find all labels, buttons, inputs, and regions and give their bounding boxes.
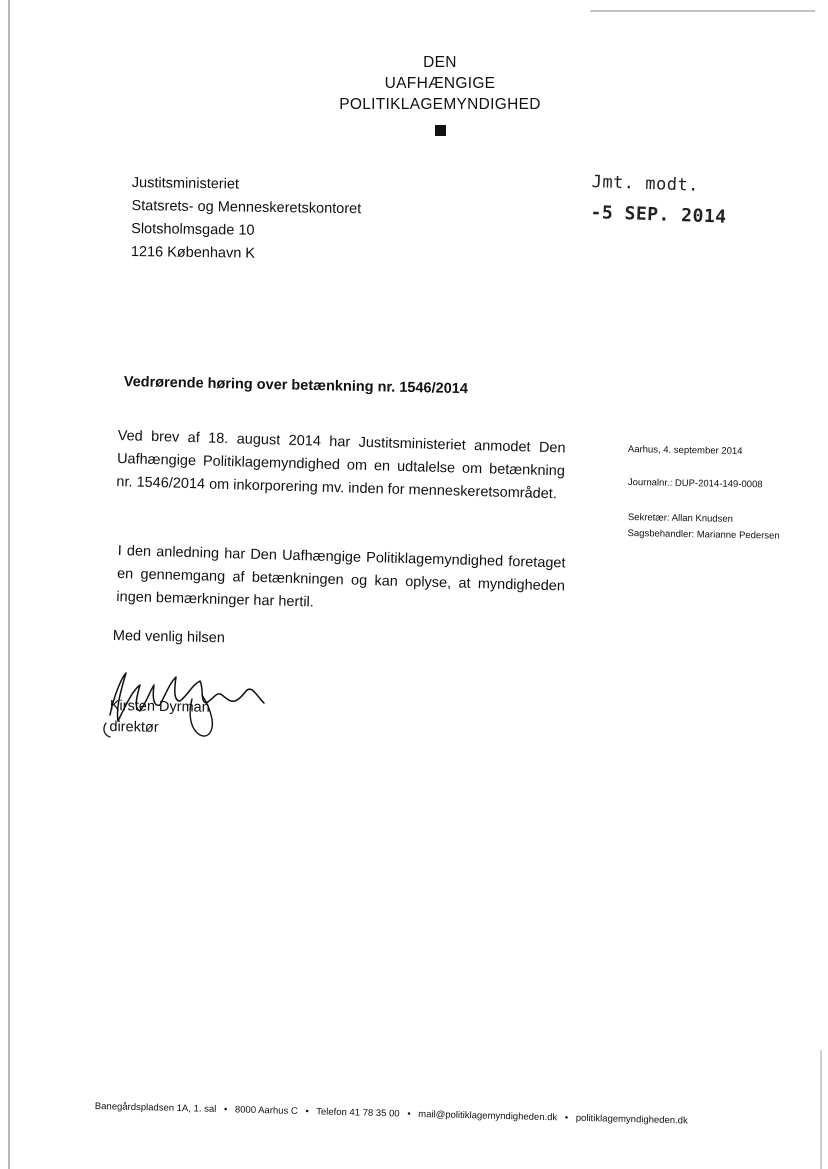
logo-square-icon <box>435 125 446 136</box>
signer-block <box>109 696 210 740</box>
footer-email: mail@politiklagemyndigheden.dk <box>418 1108 558 1124</box>
footer-separator: • <box>305 1106 309 1118</box>
letter-subject: Vedrørende høring over betænkning nr. 1546/2014 <box>123 374 469 398</box>
footer-separator: • <box>407 1108 411 1120</box>
footer-separator: • <box>223 1104 228 1116</box>
scan-edge-top <box>590 10 815 12</box>
letterhead-line-1: DEN <box>423 54 457 71</box>
stamp-label: Jmt. modt. <box>591 172 700 196</box>
footer-phone: Telefon 41 78 35 00 <box>316 1106 400 1120</box>
footer-city: 8000 Aarhus C <box>234 1104 298 1117</box>
case-staff <box>627 510 780 545</box>
journal-number: Journalnr.: DUP-2014-149-0008 <box>627 477 763 491</box>
received-stamp <box>590 172 728 228</box>
footer-contact <box>95 1101 688 1126</box>
body-paragraph-1: Ved brev af 18. august 2014 har Justitsministeriet anmodet Den Uafhængige Politiklagemyndighed om en udtalelse om betænkning nr. 1546/2014 om inkorporering mv. inden for menneskeretsområdet. <box>116 427 566 503</box>
letterhead-line-3: POLITIKLAGEMYNDIGHED <box>339 96 541 113</box>
footer-separator: • <box>564 1112 569 1124</box>
letterhead-logo <box>300 52 580 136</box>
recipient-line-3: Slotsholmsgade 10 <box>131 220 255 239</box>
footer-website: politiklagemyndigheden.dk <box>575 1112 688 1127</box>
recipient-address <box>131 172 362 267</box>
letter-date: Aarhus, 4. september 2014 <box>627 444 743 457</box>
footer-address: Banegårdspladsen 1A, 1. sal <box>94 1101 217 1115</box>
recipient-line-4: 1216 København K <box>130 243 256 262</box>
letterhead-line-2: UAFHÆNGIGE <box>384 75 496 92</box>
recipient-line-2: Statsrets- og Menneskeretskontoret <box>131 197 362 218</box>
recipient-line-1: Justitsministeriet <box>131 174 240 193</box>
scan-edge-left <box>8 0 10 1169</box>
signer-name: Kirsten Dyrman <box>109 697 210 716</box>
scan-edge-right <box>820 1050 822 1169</box>
caseworker: Sagsbehandler: Marianne Pedersen <box>627 527 780 542</box>
stamp-date: -5 SEP. 2014 <box>590 201 727 228</box>
closing-salutation: Med venlig hilsen <box>112 628 226 647</box>
body-paragraph-2: I den anledning har Den Uafhængige Politiklagemyndighed foretaget en gennemgang af betænkningen og kan oplyse, at myndigheden ingen bemærkninger har hertil. <box>116 542 566 611</box>
secretary: Sekretær: Allan Knudsen <box>627 511 734 525</box>
signer-title: direktør <box>109 718 159 736</box>
